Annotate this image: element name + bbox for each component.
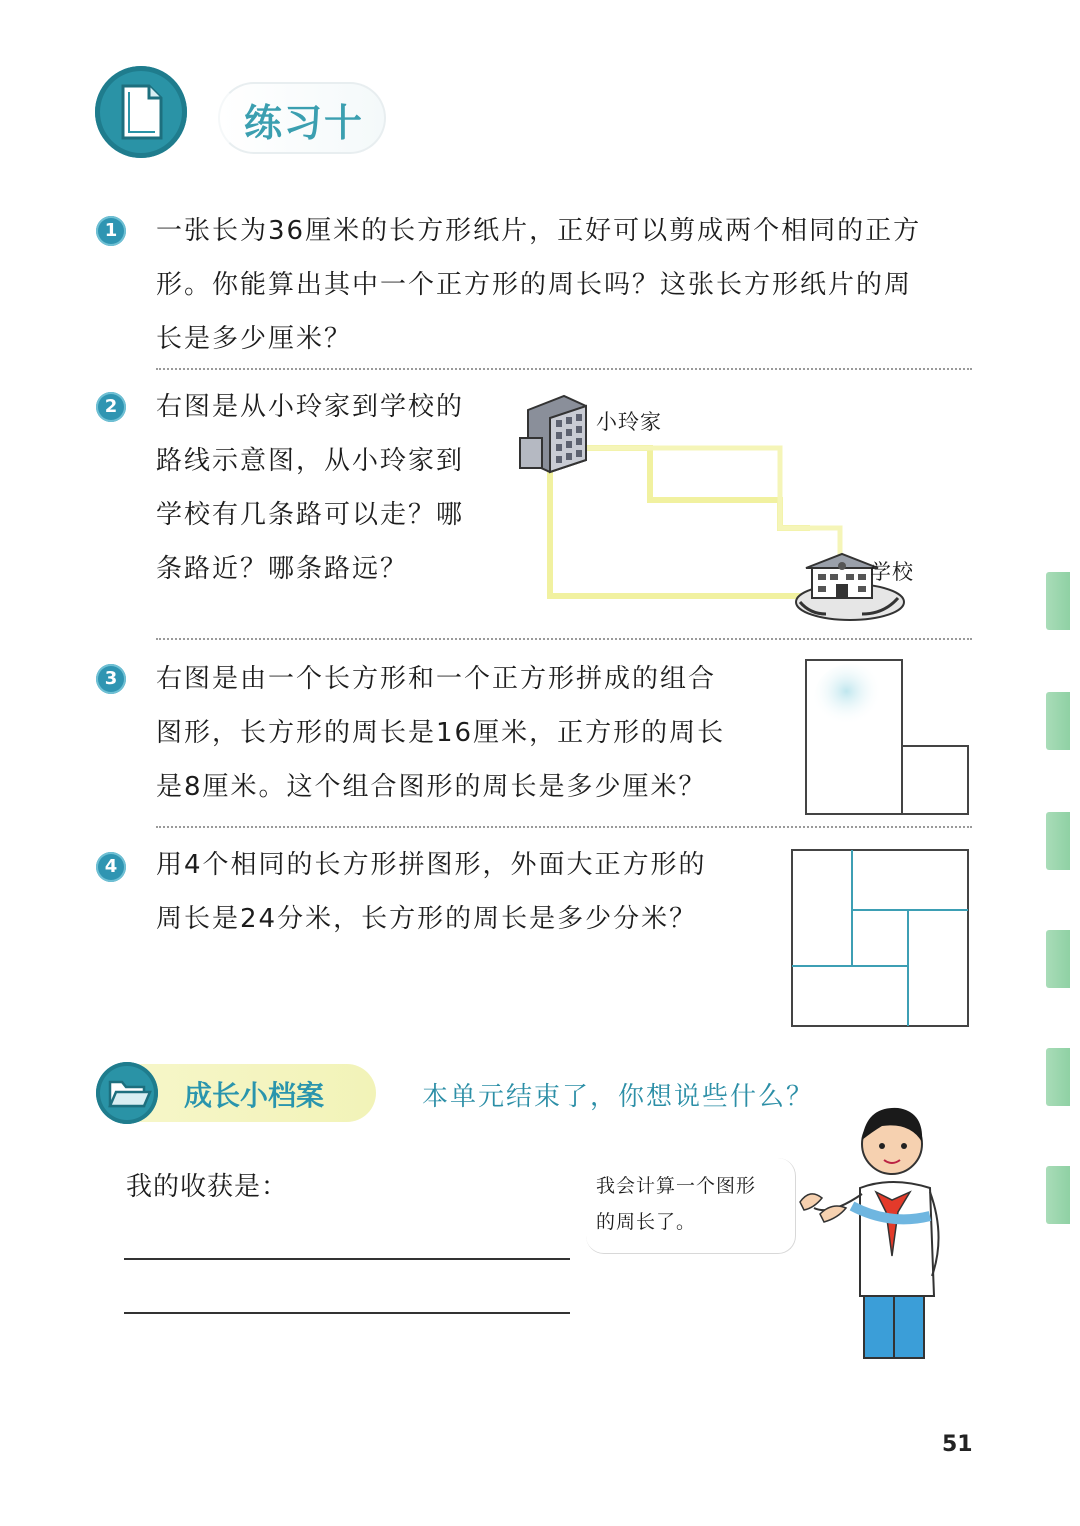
- problem-1-line: 一张长为36厘米的长方形纸片，正好可以剪成两个相同的正方: [156, 216, 922, 246]
- answer-line-2[interactable]: [124, 1312, 570, 1314]
- page-number: 51: [942, 1432, 973, 1457]
- folder-icon: [96, 1062, 158, 1124]
- divider: [156, 826, 972, 828]
- harvest-label: 我的收获是：: [126, 1172, 289, 1202]
- problem-1-line: 形。你能算出其中一个正方形的周长吗？这张长方形纸片的周: [156, 270, 913, 300]
- route-map: [510, 388, 930, 628]
- square-shape: [902, 746, 968, 814]
- problem-2-line: 路线示意图，从小玲家到: [156, 446, 465, 476]
- side-tab: [1046, 1048, 1070, 1106]
- answer-line-1[interactable]: [124, 1258, 570, 1260]
- side-tab: [1046, 572, 1070, 630]
- page-title: 练习十: [244, 101, 365, 145]
- side-tab: [1046, 930, 1070, 988]
- problem-3-text: [156, 652, 725, 814]
- growth-section-title: 成长小档案: [184, 1079, 325, 1112]
- home-label: 小玲家: [596, 410, 662, 434]
- problem-number-3: 3: [96, 664, 126, 694]
- composite-shape-figure: [800, 656, 976, 820]
- problem-4-line: 周长是24分米，长方形的周长是多少分米？: [156, 904, 698, 934]
- four-rectangles-figure: [786, 846, 974, 1032]
- problem-3-line: 右图是由一个长方形和一个正方形拼成的组合: [156, 664, 717, 694]
- home-building-icon: [520, 396, 586, 472]
- bubble-line: 我会计算一个图形: [596, 1175, 757, 1197]
- bubble-line: 的周长了。: [596, 1211, 697, 1233]
- problem-number-2: 2: [96, 392, 126, 422]
- document-icon: [95, 66, 187, 158]
- problem-2-line: 学校有几条路可以走？哪: [156, 500, 465, 530]
- side-tab: [1046, 1166, 1070, 1224]
- problem-1-line: 长是多少厘米？: [156, 324, 353, 354]
- speech-bubble-text: [596, 1168, 796, 1240]
- boy-illustration: [780, 1096, 950, 1362]
- side-tab: [1046, 812, 1070, 870]
- problem-1-text: [156, 204, 921, 366]
- side-tab: [1046, 692, 1070, 750]
- problem-4-text: [156, 838, 707, 946]
- divider: [156, 368, 972, 370]
- divider: [156, 638, 972, 640]
- problem-2-line: 右图是从小玲家到学校的: [156, 392, 465, 422]
- problem-3-line: 是8厘米。这个组合图形的周长是多少厘米？: [156, 772, 707, 802]
- growth-prompt: 本单元结束了，你想说些什么？: [422, 1082, 815, 1112]
- problem-2-line: 条路近？哪条路远？: [156, 554, 409, 584]
- problem-3-line: 图形，长方形的周长是16厘米，正方形的周长: [156, 718, 726, 748]
- problem-2-text: [156, 380, 464, 596]
- problem-number-4: 4: [96, 852, 126, 882]
- problem-4-line: 用4个相同的长方形拼图形，外面大正方形的: [156, 850, 707, 880]
- school-label: 学校: [870, 560, 914, 584]
- problem-number-1: 1: [96, 216, 126, 246]
